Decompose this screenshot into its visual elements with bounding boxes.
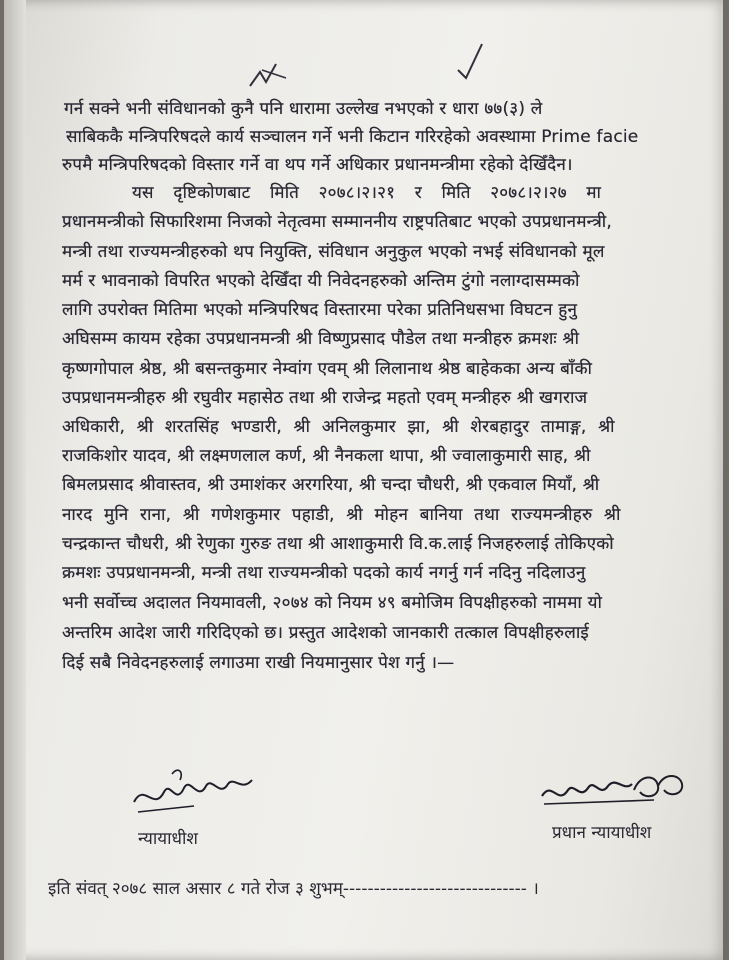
justice-title: न्यायाधीश	[138, 829, 198, 849]
chief-justice-signature	[534, 760, 694, 820]
text-line-6: मन्त्री तथा राज्यमन्त्रीहरुको थप नियुक्ति, संविधान अनुकुल भएको नभई संविधानको मूल	[62, 242, 605, 262]
justice-signature	[124, 762, 264, 824]
text-line-8: लागि उपरोक्त मितिमा भएको मन्त्रिपरिषद विस्तारमा परेका प्रतिनिधसभा विघटन हुनु	[62, 300, 578, 320]
text-line-18: भनी सर्वोच्च अदालत नियमावली, २०७४ को नियम ४९ बमोजिम विपक्षीहरुको नाममा यो	[62, 593, 603, 613]
pen-check-mark	[452, 40, 492, 82]
closing-date-line: इति संवत् २०७८ साल असार ८ गते रोज ३ शुभम्------------------------------ ।	[48, 879, 539, 899]
pen-tick-mark	[242, 60, 302, 100]
text-line-15: नारद मुनि राना, श्री गणेशकुमार पहाडी, श्री मोहन बानिया तथा राज्यमन्त्रीहरु श्री	[62, 505, 621, 525]
text-line-4: यस दृष्टिकोणबाट मिति २०७८।२।२१ र मिति २०७८।२।२७ मा	[132, 183, 602, 203]
text-line-5: प्रधानमन्त्रीको सिफारिशमा निजको नेतृत्वमा सम्माननीय राष्ट्रपतिबाट भएको उपप्रधानमन्त्री,	[62, 212, 612, 232]
text-line-7: मर्म र भावनाको विपरित भएको देखिँदा यी निवेदनहरुको अन्तिम टुंगो नलाग्दासम्मको	[62, 271, 580, 291]
page-fold-shadow	[4, 0, 26, 960]
text-line-19: अन्तरिम आदेश जारी गरिदिएको छ। प्रस्तुत आदेशको जानकारी तत्काल विपक्षीहरुलाई	[62, 623, 589, 643]
text-line-17: क्रमशः उपप्रधानमन्त्री, मन्त्री तथा राज्यमन्त्रीको पदको कार्य नगर्नु गर्न नदिनु नदिलाउनु	[62, 563, 586, 583]
text-line-14: बिमलप्रसाद श्रीवास्तव, श्री उमाशंकर अरगरिया, श्री चन्दा चौधरी, श्री एकवाल मियाँ, श्री	[62, 475, 600, 495]
text-line-20: दिई सबै निवेदनहरुलाई लगाउमा राखी नियमानुसार पेश गर्नु ।—	[62, 653, 455, 673]
text-line-1: गर्न सक्ने भनी संविधानको कुनै पनि धारामा उल्लेख नभएको र धारा ७७(३) ले	[64, 99, 543, 119]
text-line-13: राजकिशोर यादव, श्री लक्ष्मणलाल कर्ण, श्री नैनकला थापा, श्री ज्वालाकुमारी साह, श्री	[62, 446, 591, 466]
text-line-16: चन्द्रकान्त चौधरी, श्री रेणुका गुरुङ तथा श्री आशाकुमारी वि.क.लाई निजहरुलाई तोकिएको	[62, 534, 614, 554]
text-line-3: रुपमै मन्त्रिपरिषदको विस्तार गर्ने वा थप गर्ने अधिकार प्रधानमन्त्रीमा रहेको देखिँदैन।	[62, 155, 573, 175]
text-line-9: अघिसम्म कायम रहेका उपप्रधानमन्त्री श्री विष्णुप्रसाद पौडेल तथा मन्त्रीहरु क्रमशः श्री	[62, 329, 580, 349]
chief-justice-title: प्रधान न्यायाधीश	[552, 823, 652, 843]
text-line-11: उपप्रधानमन्त्रीहरु श्री रघुवीर महासेठ तथा श्री राजेन्द्र महतो एवम् मन्त्रीहरु श्री खगराज	[62, 388, 588, 408]
document-page	[4, 0, 723, 960]
text-line-2: साबिककै मन्त्रिपरिषदले कार्य सञ्चालन गर्ने भनी किटान गरिरहेको अवस्थामा Prime facie	[66, 127, 639, 147]
text-line-10: कृष्णगोपाल श्रेष्ठ, श्री बसन्तकुमार नेम्वांग एवम् श्री लिलानाथ श्रेष्ठ बाहेकका अन्य बाँकी	[62, 359, 593, 379]
text-line-12: अधिकारी, श्री शरतसिंह भण्डारी, श्री अनिलकुमार झा, श्री शेरबहादुर तामाङ्ग, श्री	[62, 417, 615, 437]
